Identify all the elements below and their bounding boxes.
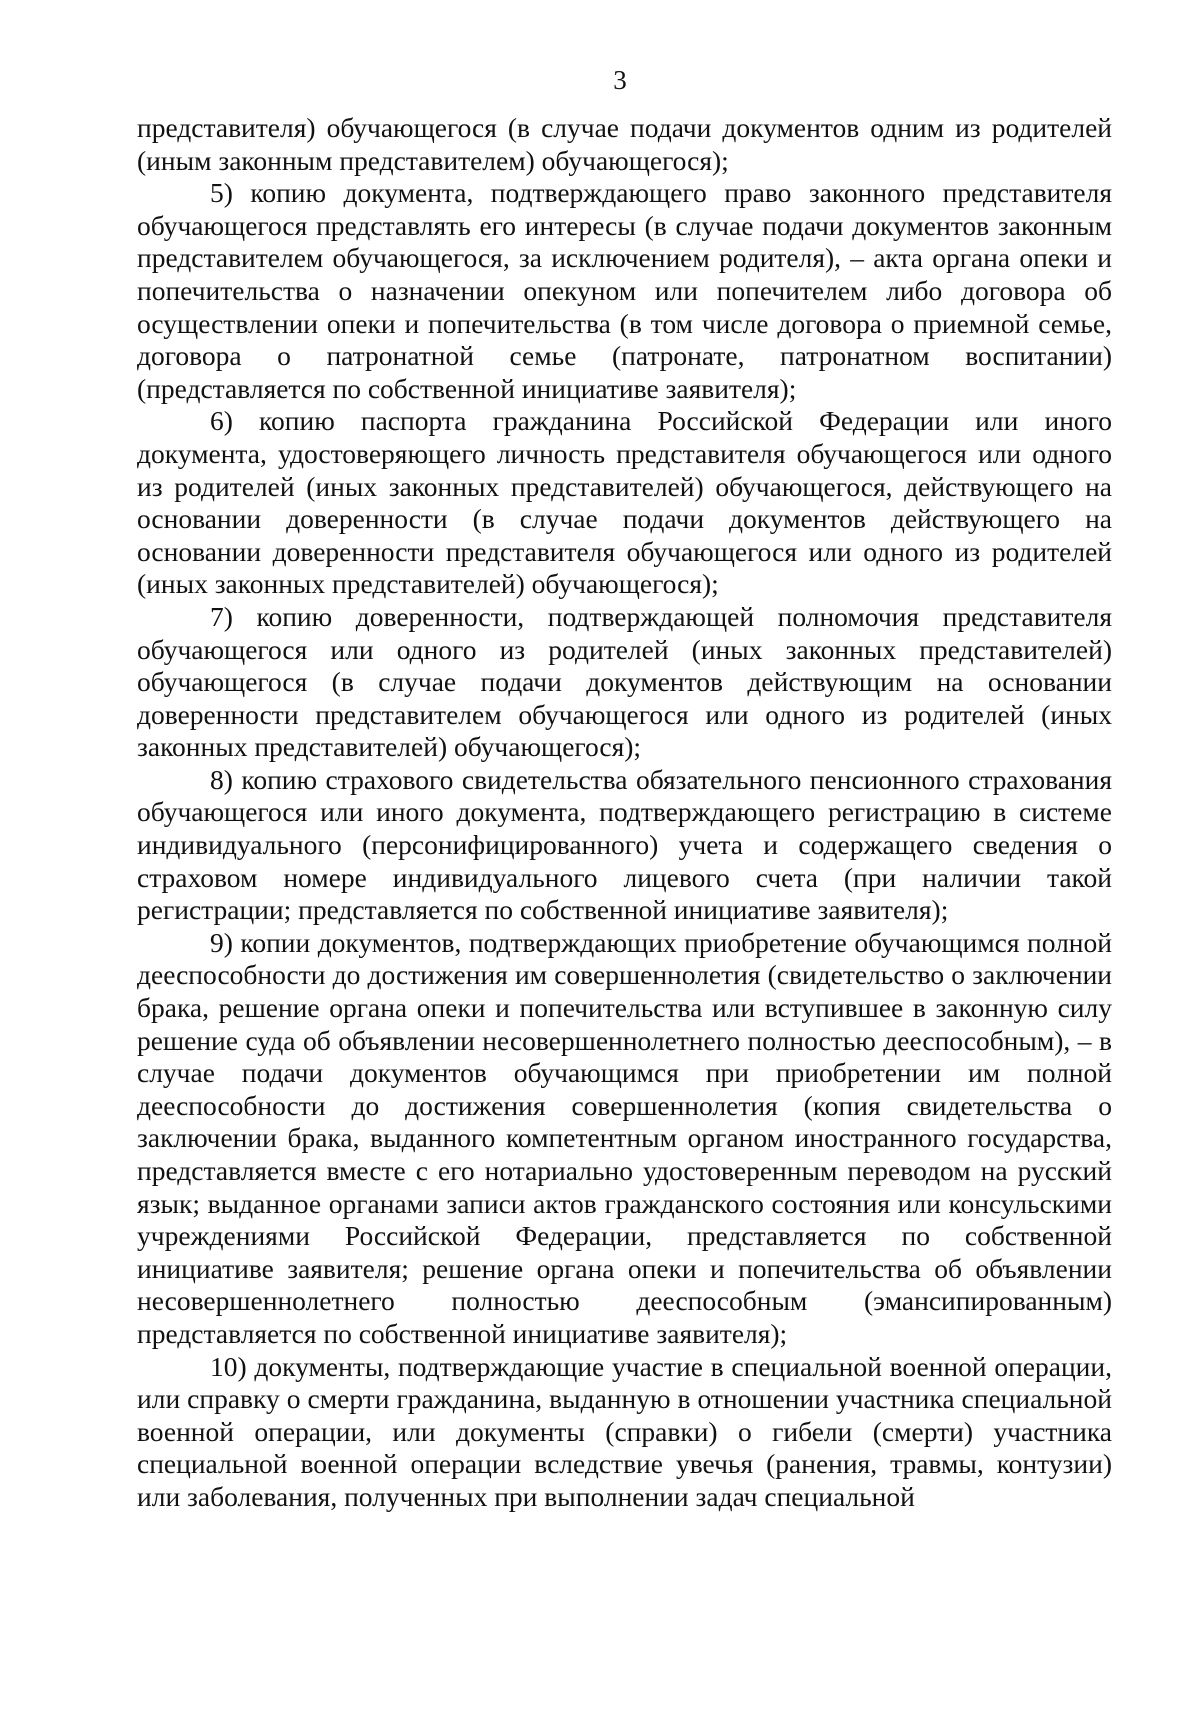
paragraph-item-10: 10) документы, подтверждающие участие в специальной военной операции, или справку о смерти гражданина, выданную в отношении участника специальной военной операции, или документы (справки) о гибели (смерти) участника специальной военной операции вследствие увечья (ранения, травмы, контузии) или заболевания, полученных при выполнении задач специальной	[137, 1350, 1112, 1512]
paragraph-item-8: 8) копию страхового свидетельства обязательного пенсионного страхования обучающегося или иного документа, подтверждающего регистрацию в системе индивидуального (персонифицированного) учета и содержащего сведения о страховом номере индивидуального лицевого счета (при наличии такой регистрации; представляется по собственной инициативе заявителя);	[137, 763, 1112, 926]
document-body	[137, 112, 1112, 1514]
paragraph-item-9: 9) копии документов, подтверждающих приобретение обучающимся полной дееспособности до достижения им совершеннолетия (свидетельство о заключении брака, решение органа опеки и попечительства или вступившее в законную силу решение суда об объявлении несовершеннолетнего полностью дееспособным), – в случае подачи документов обучающимся при приобретении им полной дееспособности до достижения совершеннолетия (копия свидетельства о заключении брака, выданного компетентным органом иностранного государства, представляется вместе с его нотариально удостоверенным переводом на русский язык; выданное органами записи актов гражданского состояния или консульскими учреждениями Российской Федерации, представляется по собственной инициативе заявителя; решение органа опеки и попечительства об объявлении несовершеннолетнего полностью дееспособным (эмансипированным) представляется по собственной инициативе заявителя);	[137, 926, 1112, 1349]
paragraph-item-6: 6) копию паспорта гражданина Российской Федерации или иного документа, удостоверяющего личность представителя обучающегося или одного из родителей (иных законных представителей) обучающегося, действующего на основании доверенности (в случае подачи документов действующего на основании доверенности представителя обучающегося или одного из родителей (иных законных представителей) обучающегося);	[137, 405, 1112, 600]
paragraph-item-7: 7) копию доверенности, подтверждающей полномочия представителя обучающегося или одного из родителей (иных законных представителей) обучающегося (в случае подачи документов действующим на основании доверенности представителем обучающегося или одного из родителей (иных законных представителей) обучающегося);	[137, 600, 1112, 763]
paragraph-item-5: 5) копию документа, подтверждающего право законного представителя обучающегося представлять его интересы (в случае подачи документов законным представителем обучающегося, за исключением родителя), – акта органа опеки и попечительства о назначении опекуном или попечителем либо договора об осуществлении опеки и попечительства (в том числе договора о приемной семье, договора о патронатной семье (патронате, патронатном воспитании) (представляется по собственной инициативе заявителя);	[137, 177, 1112, 404]
page-number: 3	[613, 65, 627, 95]
paragraph-continuation: представителя) обучающегося (в случае подачи документов одним из родителей (иным законным представителем) обучающегося);	[137, 112, 1112, 176]
